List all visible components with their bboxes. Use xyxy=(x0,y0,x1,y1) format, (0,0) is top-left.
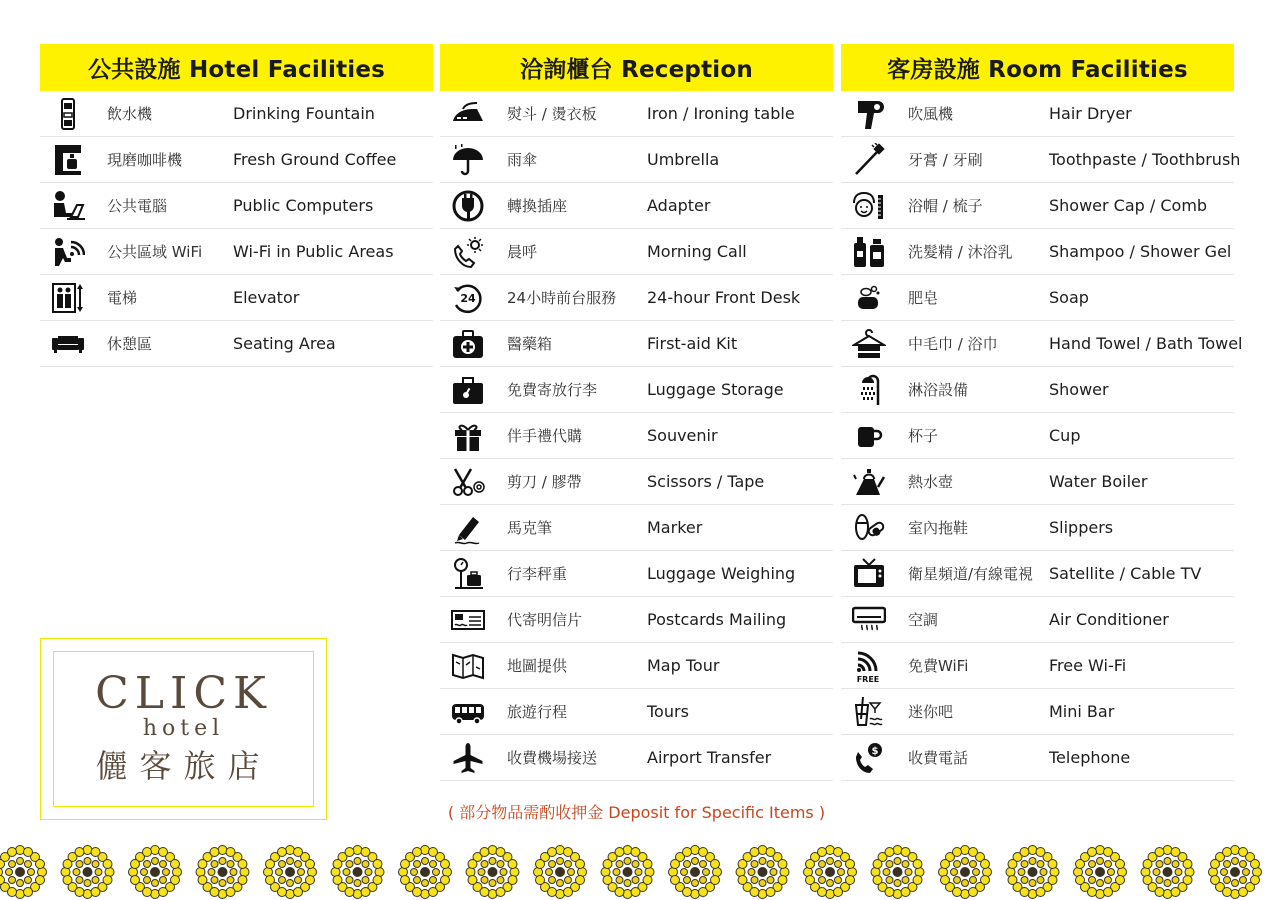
item-en: Air Conditioner xyxy=(1049,610,1169,629)
list-item xyxy=(841,367,1234,413)
hotel-facilities-header: 公共設施 Hotel Facilities xyxy=(40,44,433,91)
drinking-fountain-icon xyxy=(48,96,88,132)
computer-user-icon xyxy=(48,188,88,224)
item-en: Postcards Mailing xyxy=(647,610,787,629)
kettle-icon xyxy=(849,464,889,500)
item-zh: 中毛巾 / 浴巾 xyxy=(908,335,998,353)
item-en: Morning Call xyxy=(647,242,747,261)
item-zh: 浴帽 / 梳子 xyxy=(908,197,983,215)
item-zh: 淋浴設備 xyxy=(908,381,969,399)
deposit-note: ( 部分物品需酌收押金 Deposit for Specific Items ) xyxy=(447,803,826,822)
item-zh: 空調 xyxy=(908,611,939,629)
item-en: Satellite / Cable TV xyxy=(1049,564,1202,583)
item-en: Tours xyxy=(647,702,689,721)
item-zh: 現磨咖啡機 xyxy=(107,151,183,169)
first-aid-icon xyxy=(448,326,488,362)
slippers-icon xyxy=(849,510,889,546)
list-item xyxy=(440,183,833,229)
item-en: Iron / Ironing table xyxy=(647,104,795,123)
list-item xyxy=(40,91,433,137)
list-item xyxy=(440,735,833,781)
item-en: Toothpaste / Toothbrush xyxy=(1049,150,1241,169)
item-zh: 24小時前台服務 xyxy=(507,289,617,307)
list-item xyxy=(440,597,833,643)
item-zh: 電梯 xyxy=(107,289,138,307)
item-zh: 收費電話 xyxy=(908,749,969,767)
flower-motif xyxy=(871,846,924,899)
logo-sub-text: hotel xyxy=(142,716,225,741)
elevator-icon xyxy=(48,280,88,316)
item-zh: 馬克筆 xyxy=(507,519,553,537)
item-zh: 熨斗 / 燙衣板 xyxy=(507,105,597,123)
reception-column xyxy=(440,44,833,781)
flower-motif xyxy=(399,846,452,899)
item-en: Souvenir xyxy=(647,426,718,445)
list-item xyxy=(440,229,833,275)
list-item xyxy=(440,137,833,183)
item-zh: 免費WiFi xyxy=(908,657,969,675)
item-en: Scissors / Tape xyxy=(647,472,765,491)
mini-bar-icon xyxy=(849,694,889,730)
item-zh: 公共區域 WiFi xyxy=(107,243,203,261)
air-conditioner-icon xyxy=(849,602,889,638)
item-zh: 晨呼 xyxy=(507,243,538,261)
item-zh: 旅遊行程 xyxy=(507,703,568,721)
list-item xyxy=(440,275,833,321)
list-item xyxy=(841,275,1234,321)
flower-motif xyxy=(196,846,249,899)
item-zh: 吹風機 xyxy=(908,105,954,123)
morning-call-icon xyxy=(448,234,488,270)
list-item xyxy=(841,735,1234,781)
flower-motif xyxy=(804,846,857,899)
list-item xyxy=(841,183,1234,229)
map-icon xyxy=(448,648,488,684)
flower-motif xyxy=(736,846,789,899)
shampoo-icon xyxy=(849,234,889,270)
room-facilities-column xyxy=(841,44,1243,781)
flower-motif xyxy=(331,846,384,899)
luggage-icon xyxy=(448,372,488,408)
24-hour-icon xyxy=(448,280,488,316)
airplane-icon xyxy=(448,740,488,776)
item-zh: 牙膏 / 牙刷 xyxy=(908,151,983,169)
wifi-person-icon xyxy=(48,234,88,270)
list-item xyxy=(841,91,1234,137)
list-item xyxy=(841,689,1234,735)
item-en: 24-hour Front Desk xyxy=(647,288,801,307)
scale-icon xyxy=(448,556,488,592)
item-zh: 迷你吧 xyxy=(908,703,954,721)
list-item xyxy=(440,321,833,367)
tv-icon xyxy=(849,556,889,592)
item-zh: 醫藥箱 xyxy=(507,335,553,353)
list-item xyxy=(440,367,833,413)
reception-header: 洽詢櫃台 Reception xyxy=(440,44,833,91)
item-en: Shower xyxy=(1049,380,1109,399)
item-en: Slippers xyxy=(1049,518,1114,537)
24-label: 24 xyxy=(460,291,476,305)
list-item xyxy=(440,689,833,735)
item-zh: 飲水機 xyxy=(107,105,153,123)
item-zh: 衛星頻道/有線電視 xyxy=(908,565,1034,583)
item-zh: 地圖提供 xyxy=(507,657,568,675)
marker-icon xyxy=(448,510,488,546)
list-item xyxy=(841,321,1243,367)
room-facilities-header: 客房設施 Room Facilities xyxy=(841,44,1234,91)
item-zh: 洗髮精 / 沐浴乳 xyxy=(908,243,1013,261)
umbrella-icon xyxy=(448,142,488,178)
list-item xyxy=(841,643,1234,689)
list-item xyxy=(841,551,1234,597)
item-en: Hand Towel / Bath Towel xyxy=(1049,334,1243,353)
item-en: Drinking Fountain xyxy=(233,104,375,123)
flower-motif xyxy=(601,846,654,899)
flower-motif xyxy=(466,846,519,899)
list-item xyxy=(841,597,1234,643)
logo-main-text: CLICK xyxy=(95,668,272,719)
shower-icon xyxy=(849,372,889,408)
item-zh: 休憩區 xyxy=(107,335,153,353)
list-item xyxy=(40,321,433,367)
item-en: Luggage Weighing xyxy=(647,564,796,583)
flower-motif xyxy=(1006,846,1059,899)
logo-chinese-text: 儷客旅店 xyxy=(95,747,272,785)
list-item xyxy=(440,413,833,459)
list-item xyxy=(40,183,433,229)
item-zh: 杯子 xyxy=(908,427,939,445)
item-en: Public Computers xyxy=(233,196,374,215)
item-zh: 室內拖鞋 xyxy=(908,519,969,537)
shower-cap-icon xyxy=(849,188,889,224)
hotel-facilities-column xyxy=(40,44,433,367)
list-item xyxy=(40,137,433,183)
hotel-logo-inner-frame xyxy=(53,651,314,807)
coffee-machine-icon xyxy=(48,142,88,178)
item-zh: 代寄明信片 xyxy=(507,611,583,629)
hotel-logo xyxy=(40,638,327,820)
item-zh: 肥皂 xyxy=(908,289,939,307)
free-label: FREE xyxy=(856,674,880,683)
item-en: Marker xyxy=(647,518,703,537)
flower-motif xyxy=(1074,846,1127,899)
list-item xyxy=(40,229,433,275)
free-wifi-icon xyxy=(849,648,889,684)
list-item xyxy=(841,229,1234,275)
item-en: Soap xyxy=(1049,288,1089,307)
item-zh: 熱水壺 xyxy=(908,473,954,491)
toothbrush-icon xyxy=(849,142,889,178)
cup-icon xyxy=(849,418,889,454)
item-en: Elevator xyxy=(233,288,300,307)
hair-dryer-icon xyxy=(849,96,889,132)
item-en: Telephone xyxy=(1049,748,1131,767)
item-en: Free Wi-Fi xyxy=(1049,656,1127,675)
flower-motif xyxy=(1209,846,1262,899)
item-zh: 免費寄放行李 xyxy=(507,381,598,399)
item-en: Shampoo / Shower Gel xyxy=(1049,242,1232,261)
list-item xyxy=(841,413,1234,459)
item-zh: 收費機場接送 xyxy=(507,749,598,767)
item-en: Water Boiler xyxy=(1049,472,1148,491)
list-item xyxy=(841,459,1234,505)
flower-motif xyxy=(61,846,114,899)
item-en: First-aid Kit xyxy=(647,334,738,353)
soap-icon xyxy=(849,280,889,316)
list-item xyxy=(440,643,833,689)
item-en: Mini Bar xyxy=(1049,702,1115,721)
flower-motif xyxy=(534,846,587,899)
iron-icon xyxy=(448,96,488,132)
postcard-icon xyxy=(448,602,488,638)
towel-icon xyxy=(849,326,889,362)
list-item xyxy=(440,459,833,505)
flower-motif xyxy=(264,846,317,899)
flower-motif xyxy=(939,846,992,899)
scissors-icon xyxy=(448,464,488,500)
flower-motif xyxy=(0,846,47,899)
gift-icon xyxy=(448,418,488,454)
list-item xyxy=(440,551,833,597)
adapter-icon xyxy=(448,188,488,224)
item-en: Luggage Storage xyxy=(647,380,784,399)
item-en: Seating Area xyxy=(233,334,336,353)
item-en: Wi-Fi in Public Areas xyxy=(233,242,394,261)
list-item xyxy=(440,91,833,137)
item-en: Umbrella xyxy=(647,150,720,169)
telephone-icon xyxy=(849,740,889,776)
list-item xyxy=(40,275,433,321)
flower-motif xyxy=(1141,846,1194,899)
svg-text:$: $ xyxy=(871,745,879,757)
item-zh: 伴手禮代購 xyxy=(507,427,583,445)
list-item xyxy=(841,505,1234,551)
item-zh: 公共電腦 xyxy=(107,197,168,215)
item-en: Shower Cap / Comb xyxy=(1049,196,1208,215)
item-zh: 轉換插座 xyxy=(507,197,568,215)
list-item xyxy=(440,505,833,551)
item-en: Hair Dryer xyxy=(1049,104,1132,123)
item-zh: 行李秤重 xyxy=(507,565,568,583)
flower-motif xyxy=(669,846,722,899)
item-en: Fresh Ground Coffee xyxy=(233,150,397,169)
flower-motif xyxy=(129,846,182,899)
list-item xyxy=(841,137,1241,183)
item-zh: 雨傘 xyxy=(507,151,538,169)
item-en: Adapter xyxy=(647,196,711,215)
bus-icon xyxy=(448,694,488,730)
decorative-flower-border xyxy=(0,838,1273,900)
item-en: Airport Transfer xyxy=(647,748,772,767)
sofa-icon xyxy=(48,326,88,362)
item-zh: 剪刀 / 膠帶 xyxy=(507,473,582,491)
item-en: Cup xyxy=(1049,426,1081,445)
item-en: Map Tour xyxy=(647,656,720,675)
